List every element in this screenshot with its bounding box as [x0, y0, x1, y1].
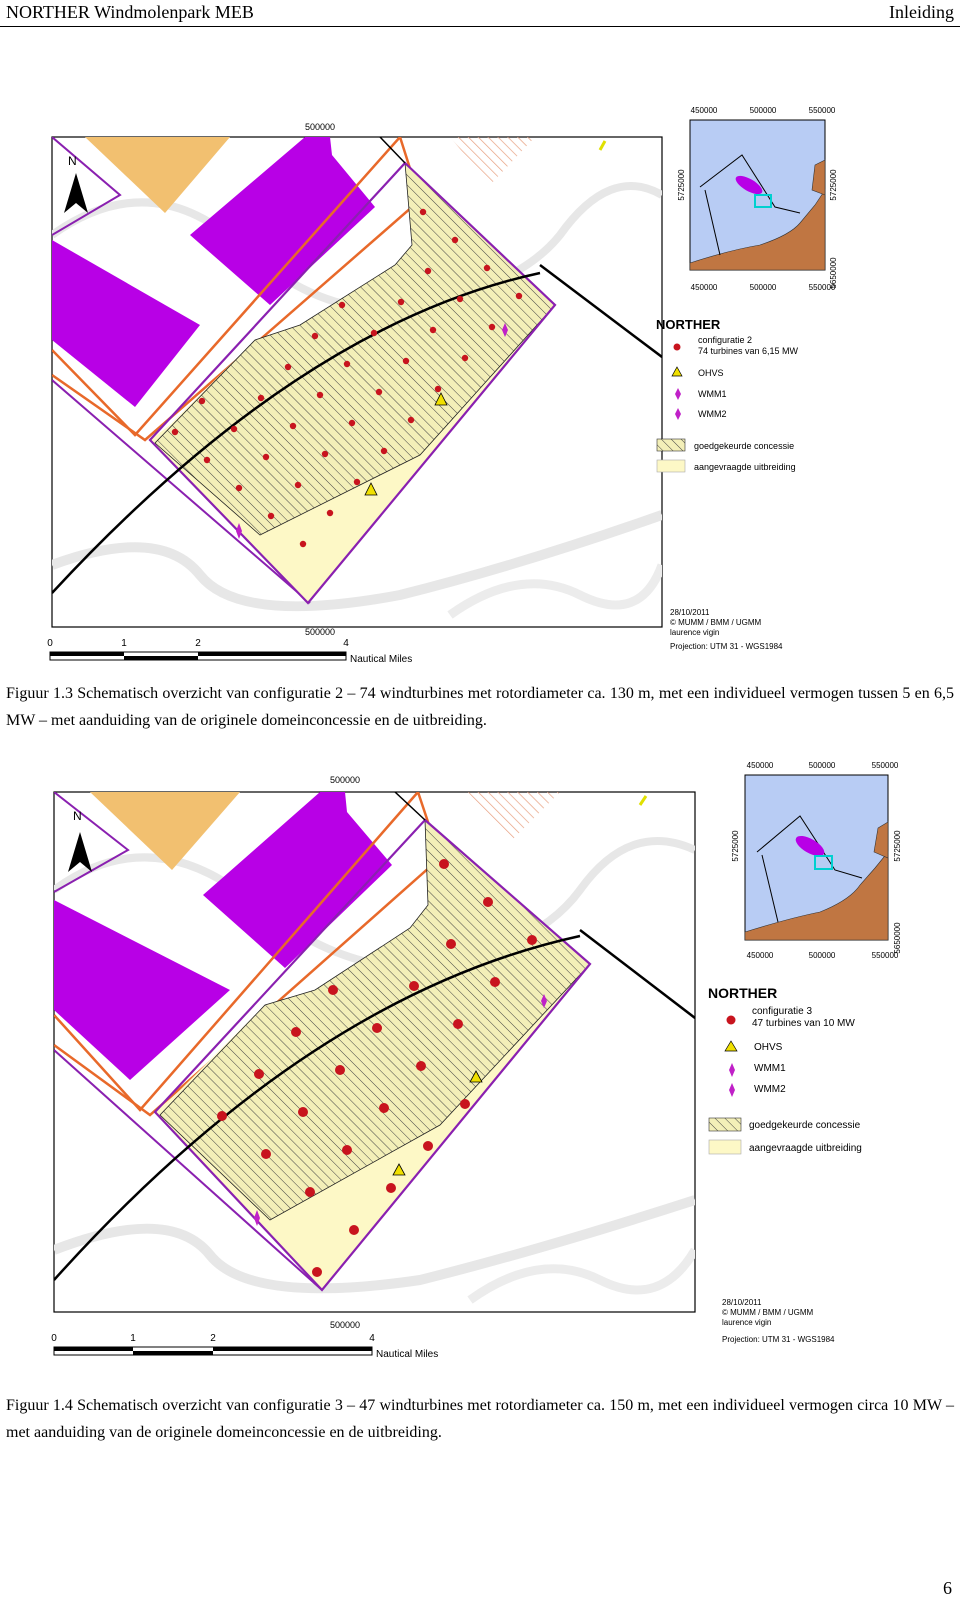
- turbine-marker: [217, 1111, 227, 1121]
- svg-text:28/10/2011: 28/10/2011: [670, 608, 710, 617]
- main-map: [52, 122, 662, 637]
- legend: [656, 317, 799, 472]
- page-number: 6: [943, 1578, 952, 1598]
- svg-text:OHVS: OHVS: [754, 1042, 783, 1053]
- figure-caption-1-3: Figuur 1.3 Schematisch overzicht van configuratie 2 – 74 windturbines met rotordiameter ca. 130 m, met een individueel vermogen tussen 5 en 6,5 MW – met aanduiding van de originele domeinconcessie en de uitbreiding.: [6, 685, 954, 729]
- turbine-marker: [527, 935, 537, 945]
- top-coordinate-label: 500000: [329, 775, 361, 785]
- svg-text:550000: 550000: [871, 761, 899, 770]
- svg-text:4: 4: [343, 638, 349, 649]
- figure-1-3: [0, 95, 960, 680]
- svg-text:5725000: 5725000: [829, 169, 838, 201]
- svg-text:28/10/2011: 28/10/2011: [722, 1298, 762, 1307]
- turbine-marker: [376, 389, 382, 395]
- header-section: Inleiding: [889, 2, 954, 22]
- turbine-marker: [204, 457, 210, 463]
- svg-text:5725000: 5725000: [731, 830, 740, 862]
- top-coordinate-label: 500000: [304, 122, 336, 132]
- svg-text:configuratie 3: configuratie 3: [752, 1006, 813, 1017]
- svg-text:74 turbines van 6,15 MW: 74 turbines van 6,15 MW: [698, 346, 799, 356]
- map-configuration-3: [0, 750, 960, 1370]
- turbine-marker: [317, 392, 323, 398]
- svg-text:WMM1: WMM1: [698, 389, 727, 399]
- turbine-marker: [354, 479, 360, 485]
- svg-text:5725000: 5725000: [893, 830, 902, 862]
- turbine-marker: [371, 330, 377, 336]
- bottom-coordinate-label: 500000: [304, 627, 336, 637]
- turbine-marker: [460, 1099, 470, 1109]
- turbine-marker: [452, 237, 458, 243]
- turbine-marker: [263, 454, 269, 460]
- turbine-marker: [349, 1225, 359, 1235]
- turbine-marker: [268, 513, 274, 519]
- svg-text:4: 4: [369, 1333, 375, 1344]
- svg-text:450000: 450000: [690, 283, 718, 292]
- turbine-marker: [254, 1069, 264, 1079]
- turbine-marker: [462, 355, 468, 361]
- turbine-marker: [349, 420, 355, 426]
- turbine-marker: [285, 364, 291, 370]
- turbine-marker: [409, 981, 419, 991]
- turbine-marker: [328, 985, 338, 995]
- turbine-marker: [457, 296, 463, 302]
- svg-text:500000: 500000: [808, 761, 836, 770]
- map-configuration-2: [0, 95, 960, 675]
- credits: [722, 1298, 835, 1344]
- turbine-marker: [372, 1023, 382, 1033]
- turbine-marker: [344, 361, 350, 367]
- turbine-marker: [398, 299, 404, 305]
- turbine-marker: [305, 1187, 315, 1197]
- turbine-marker: [423, 1141, 433, 1151]
- svg-text:550000: 550000: [808, 283, 836, 292]
- turbine-marker: [489, 324, 495, 330]
- svg-text:47 turbines van 10 MW: 47 turbines van 10 MW: [752, 1018, 855, 1029]
- svg-text:© MUMM / BMM / UGMM: © MUMM / BMM / UGMM: [722, 1308, 814, 1317]
- turbine-marker: [342, 1145, 352, 1155]
- svg-text:5650000: 5650000: [829, 257, 838, 289]
- turbine-marker: [231, 426, 237, 432]
- svg-text:N: N: [68, 154, 77, 168]
- turbine-marker: [490, 977, 500, 987]
- svg-text:WMM2: WMM2: [698, 409, 727, 419]
- turbine-marker: [199, 398, 205, 404]
- svg-text:NORTHER: NORTHER: [656, 317, 721, 332]
- svg-text:aangevraagde uitbreiding: aangevraagde uitbreiding: [694, 462, 796, 472]
- svg-text:450000: 450000: [746, 951, 774, 960]
- svg-text:WMM1: WMM1: [754, 1063, 786, 1074]
- turbine-marker: [298, 1107, 308, 1117]
- svg-text:5725000: 5725000: [677, 169, 686, 201]
- turbine-marker: [327, 510, 333, 516]
- turbine-marker: [420, 209, 426, 215]
- svg-text:550000: 550000: [871, 951, 899, 960]
- svg-text:Nautical Miles: Nautical Miles: [376, 1349, 439, 1360]
- turbine-marker: [261, 1149, 271, 1159]
- legend: [708, 985, 862, 1154]
- figure-caption-1-4: Figuur 1.4 Schematisch overzicht van configuratie 3 – 47 windturbines met rotordiameter ca. 150 m, met een individueel vermogen circa 10 MW – met aanduiding van de originele domeinconcessie en de uitbreiding.: [6, 1397, 954, 1441]
- svg-text:goedgekeurde concessie: goedgekeurde concessie: [749, 1120, 861, 1131]
- svg-text:Projection: UTM 31 - WGS1984: Projection: UTM 31 - WGS1984: [670, 642, 783, 651]
- turbine-marker: [453, 1019, 463, 1029]
- svg-text:450000: 450000: [746, 761, 774, 770]
- turbine-marker: [295, 482, 301, 488]
- page-header: [0, 0, 960, 27]
- svg-text:aangevraagde uitbreiding: aangevraagde uitbreiding: [749, 1143, 862, 1154]
- turbine-marker: [312, 333, 318, 339]
- svg-text:450000: 450000: [690, 106, 718, 115]
- inset-map: [731, 761, 902, 960]
- turbine-marker: [446, 939, 456, 949]
- svg-text:© MUMM / BMM / UGMM: © MUMM / BMM / UGMM: [670, 618, 762, 627]
- turbine-marker: [172, 429, 178, 435]
- svg-text:2: 2: [195, 638, 201, 649]
- turbine-marker: [290, 423, 296, 429]
- turbine-marker: [435, 386, 441, 392]
- svg-text:laurence vigin: laurence vigin: [670, 628, 720, 637]
- svg-text:0: 0: [47, 638, 53, 649]
- turbine-marker: [403, 358, 409, 364]
- main-map: [54, 775, 695, 1330]
- turbine-marker: [416, 1061, 426, 1071]
- svg-text:500000: 500000: [749, 283, 777, 292]
- turbine-marker: [439, 859, 449, 869]
- svg-text:laurence vigin: laurence vigin: [722, 1318, 772, 1327]
- turbine-marker: [483, 897, 493, 907]
- turbine-marker: [312, 1267, 322, 1277]
- svg-text:Nautical Miles: Nautical Miles: [350, 654, 413, 665]
- svg-text:configuratie 2: configuratie 2: [698, 335, 753, 345]
- svg-text:0: 0: [51, 1333, 57, 1344]
- turbine-marker: [339, 302, 345, 308]
- svg-text:N: N: [73, 809, 82, 823]
- turbine-marker: [386, 1183, 396, 1193]
- turbine-marker: [484, 265, 490, 271]
- turbine-marker: [425, 268, 431, 274]
- turbine-marker: [258, 395, 264, 401]
- svg-text:550000: 550000: [808, 106, 836, 115]
- svg-text:OHVS: OHVS: [698, 368, 724, 378]
- inset-map: [677, 106, 838, 292]
- svg-text:WMM2: WMM2: [754, 1084, 786, 1095]
- svg-text:goedgekeurde concessie: goedgekeurde concessie: [694, 441, 795, 451]
- svg-text:5650000: 5650000: [893, 922, 902, 954]
- svg-text:1: 1: [130, 1333, 136, 1344]
- turbine-marker: [335, 1065, 345, 1075]
- turbine-marker: [322, 451, 328, 457]
- turbine-marker: [300, 541, 306, 547]
- turbine-marker: [379, 1103, 389, 1113]
- turbine-marker: [381, 448, 387, 454]
- credits: [670, 608, 783, 651]
- turbine-marker: [408, 417, 414, 423]
- figure-1-4: [0, 750, 960, 1375]
- turbine-marker: [291, 1027, 301, 1037]
- svg-text:Projection: UTM 31 - WGS1984: Projection: UTM 31 - WGS1984: [722, 1335, 835, 1344]
- svg-text:2: 2: [210, 1333, 216, 1344]
- scale-bar: [47, 638, 412, 665]
- turbine-marker: [236, 485, 242, 491]
- scale-bar: [51, 1333, 438, 1360]
- svg-text:1: 1: [121, 638, 127, 649]
- turbine-marker: [430, 327, 436, 333]
- svg-text:NORTHER: NORTHER: [708, 985, 778, 1001]
- header-title: NORTHER Windmolenpark MEB: [6, 2, 254, 22]
- turbine-marker: [516, 293, 522, 299]
- svg-text:500000: 500000: [808, 951, 836, 960]
- bottom-coordinate-label: 500000: [329, 1320, 361, 1330]
- svg-text:500000: 500000: [749, 106, 777, 115]
